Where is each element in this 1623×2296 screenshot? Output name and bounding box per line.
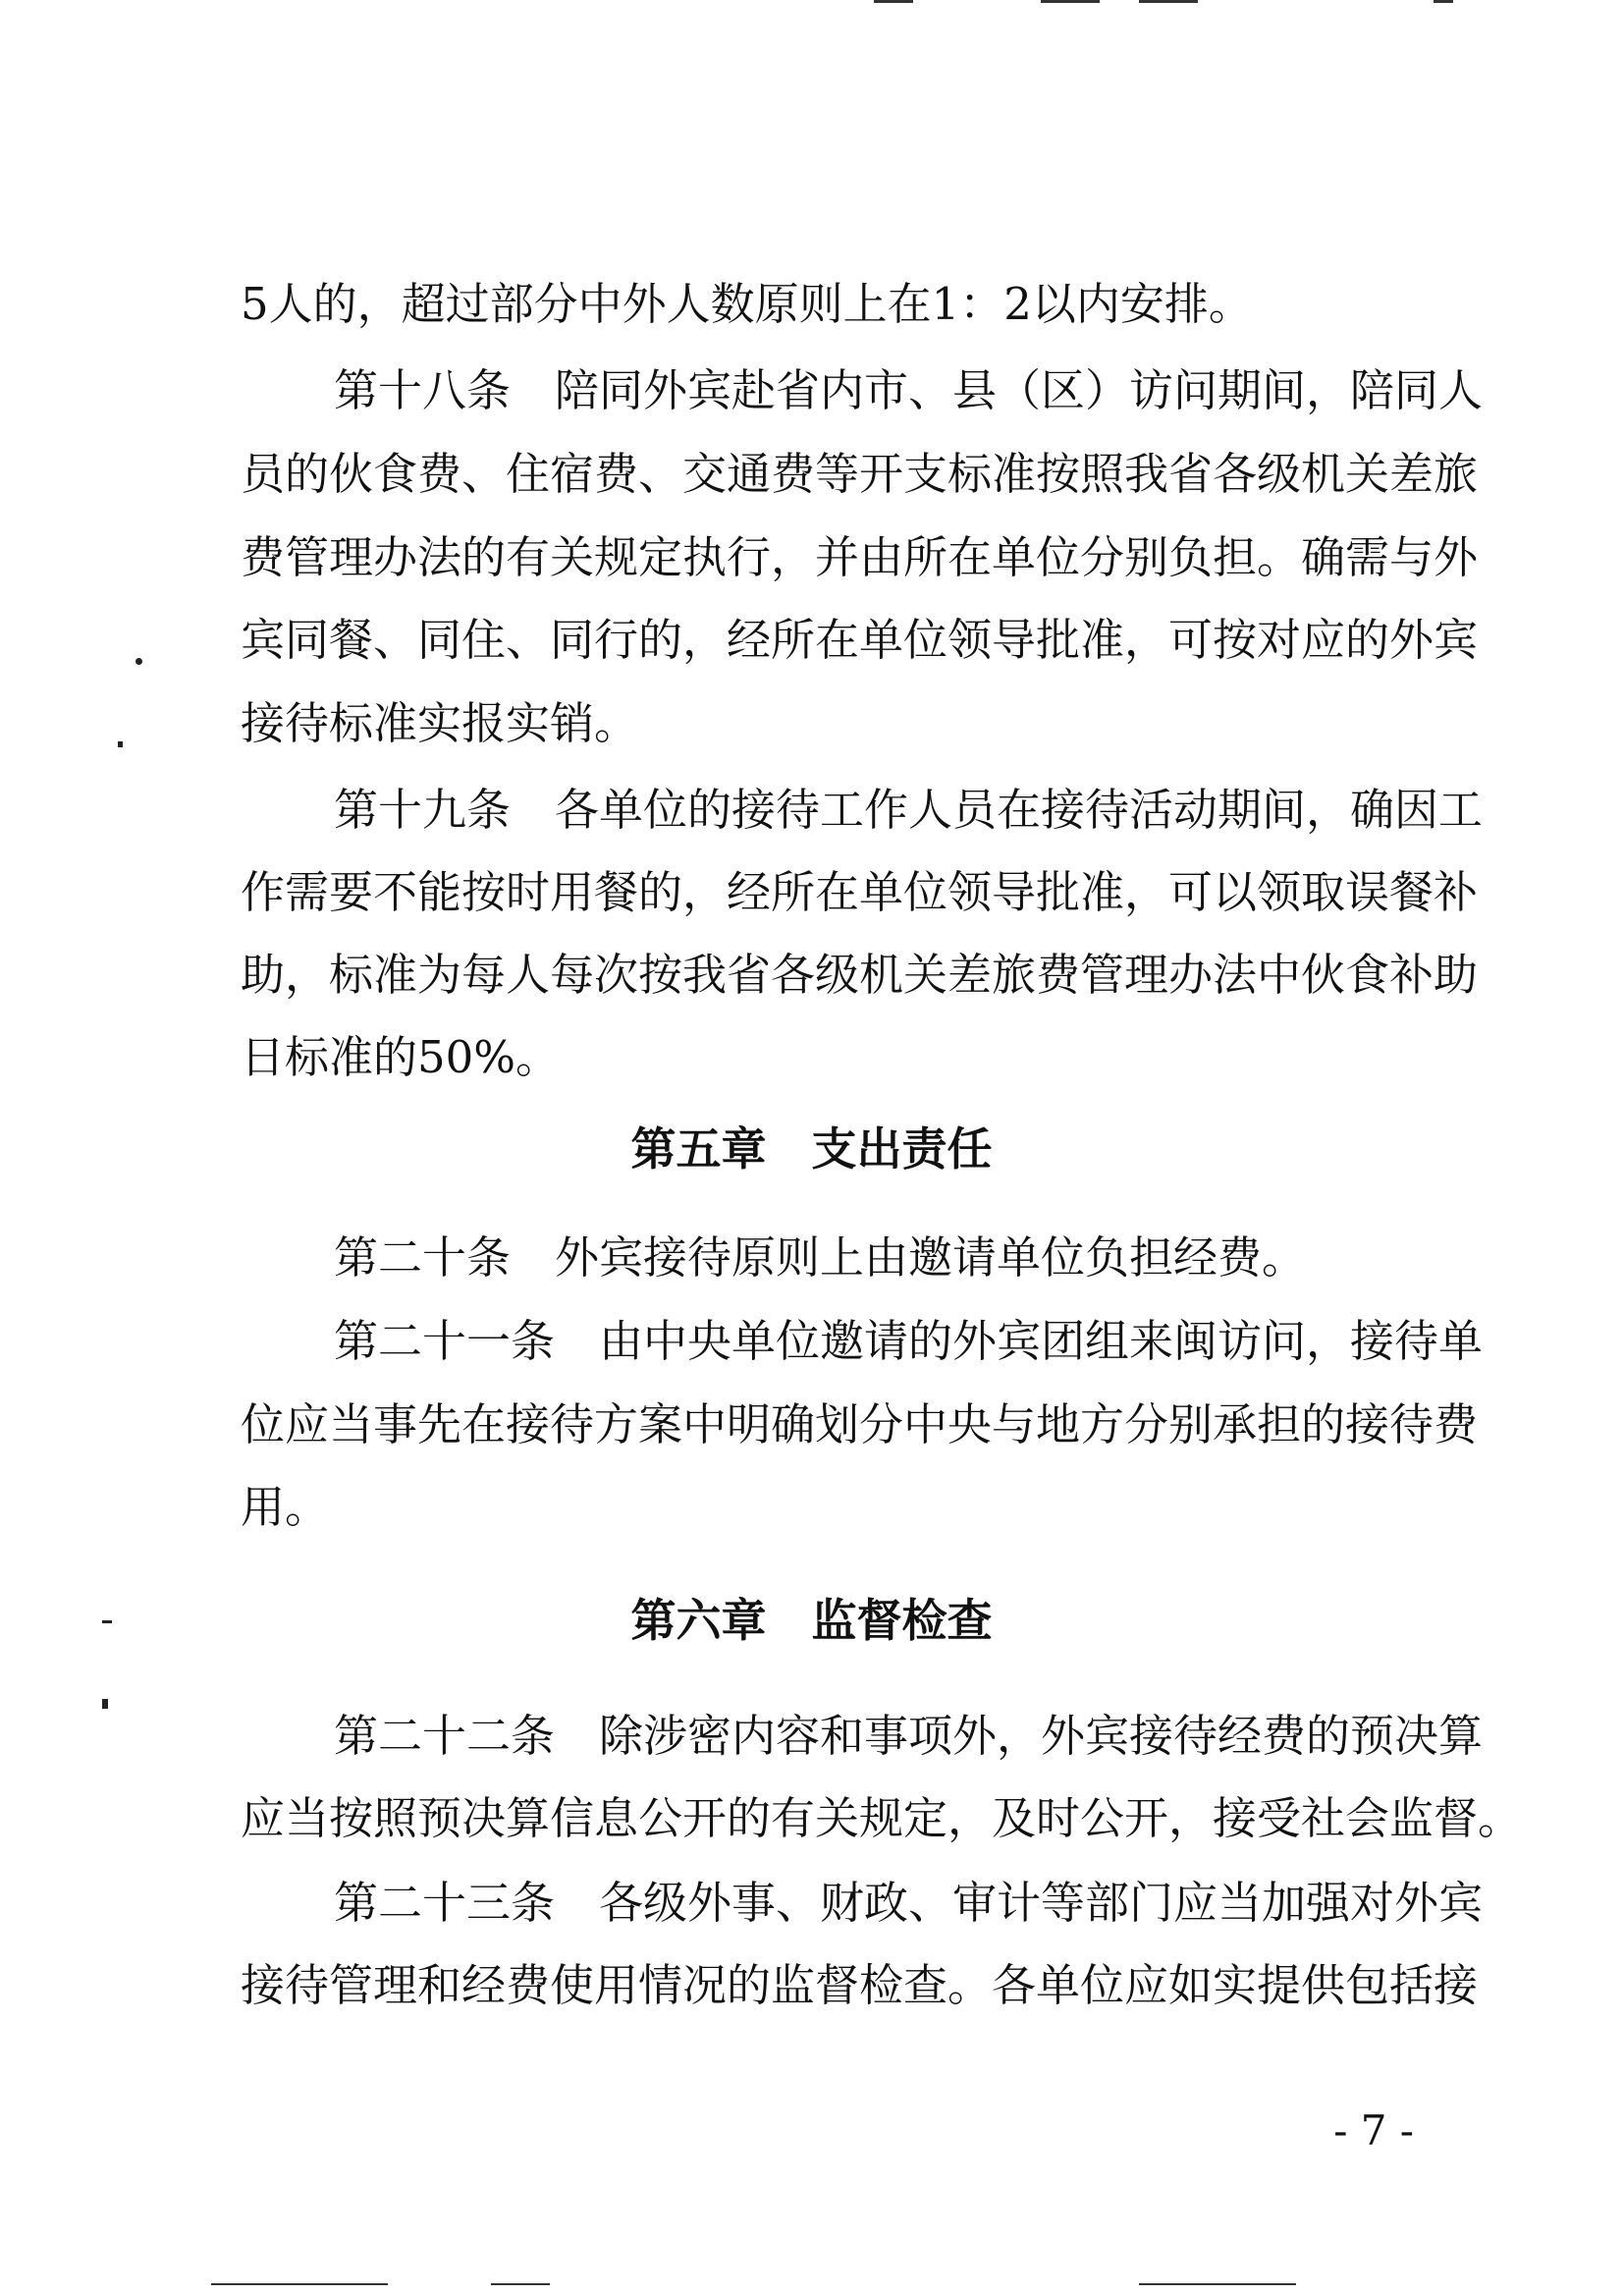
article-18-line: 第十八条 陪同外宾赴省内市、县（区）访问期间，陪同人	[334, 364, 1484, 416]
text-line: 日标准的50%。	[241, 1031, 561, 1083]
page-number: - 7 -	[1333, 2106, 1414, 2155]
text-line: 位应当事先在接待方案中明确划分中央与地方分别承担的接待费	[241, 1398, 1479, 1450]
scan-speck	[118, 741, 123, 747]
text-line: 应当按照预决算信息公开的有关规定，及时公开，接受社会监督。	[241, 1792, 1523, 1844]
scan-artifact	[1041, 0, 1100, 3]
scan-artifact	[491, 2283, 550, 2285]
text-line: 作需要不能按时用餐的，经所在单位领导批准，可以领取误餐补	[241, 866, 1479, 918]
scan-speck	[102, 1620, 112, 1623]
scan-artifact	[1139, 0, 1198, 3]
text-line: 宾同餐、同住、同行的，经所在单位领导批准，可按对应的外宾	[241, 614, 1479, 666]
text-line: 员的伙食费、住宿费、交通费等开支标准按照我省各级机关差旅	[241, 448, 1479, 500]
text-line: 接待管理和经费使用情况的监督检查。各单位应如实提供包括接	[241, 1959, 1479, 2011]
article-22-line: 第二十二条 除涉密内容和事项外，外宾接待经费的预决算	[334, 1710, 1484, 1762]
text-line: 5人的，超过部分中外人数原则上在1：2以内安排。	[241, 278, 1253, 330]
text-line: 接待标准实报实销。	[241, 697, 639, 749]
text-line: 费管理办法的有关规定执行，并由所在单位分别负担。确需与外	[241, 531, 1479, 583]
article-20-line: 第二十条 外宾接待原则上由邀请单位负担经费。	[334, 1231, 1307, 1284]
chapter-5-heading: 第五章 支出责任	[630, 1122, 993, 1175]
scan-artifact	[874, 0, 913, 3]
text-line: 助，标准为每人每次按我省各级机关差旅费管理办法中伙食补助	[241, 949, 1479, 1001]
scan-speck	[135, 658, 142, 665]
article-23-line: 第二十三条 各级外事、财政、审计等部门应当加强对外宾	[334, 1877, 1484, 1929]
scan-artifact	[1434, 0, 1453, 3]
chapter-6-heading: 第六章 监督检查	[630, 1594, 993, 1647]
article-21-line: 第二十一条 由中央单位邀请的外宾团组来闽访问，接待单	[334, 1315, 1484, 1367]
scan-speck	[102, 1699, 108, 1709]
text-line: 用。	[241, 1481, 330, 1533]
article-19-line: 第十九条 各单位的接待工作人员在接待活动期间，确因工	[334, 784, 1484, 836]
scan-artifact	[1139, 2283, 1296, 2285]
scan-artifact	[211, 2283, 388, 2285]
